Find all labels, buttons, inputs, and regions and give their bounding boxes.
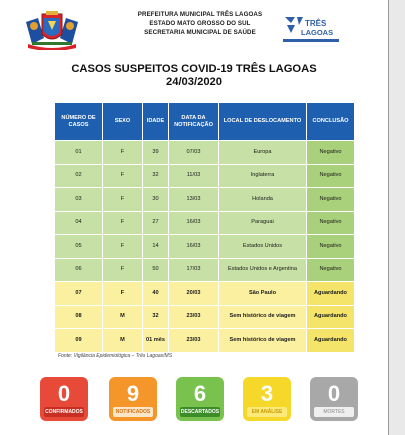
age-cell: 32 (143, 305, 169, 329)
place-cell: Europa (219, 141, 307, 165)
header-text (100, 10, 300, 37)
date-cell: 13/03 (169, 188, 219, 212)
stat-value: 3 (260, 381, 274, 406)
date-cell: 11/03 (169, 164, 219, 188)
tres-lagoas-mark (283, 13, 339, 38)
place-cell: Sem histórico de viagem (219, 329, 307, 353)
in-analysis-card (243, 377, 291, 421)
date-cell: 17/03 (169, 258, 219, 282)
col-header-sexo: SEXO (103, 103, 143, 141)
date-cell: 20/03 (169, 282, 219, 306)
case-number-cell: 02 (55, 164, 103, 188)
stat-value: 0 (57, 381, 71, 406)
header-line-1: PREFEITURA MUNICIPAL TRÊS LAGOAS (137, 11, 263, 18)
case-number-cell: 07 (55, 282, 103, 306)
table-row (55, 305, 355, 329)
age-cell: 40 (143, 282, 169, 306)
age-cell: 27 (143, 211, 169, 235)
place-cell: Sem histórico de viagem (219, 305, 307, 329)
age-cell: 14 (143, 235, 169, 259)
stat-label: MORTES (314, 407, 354, 417)
table-body (55, 141, 355, 353)
table-row (55, 329, 355, 353)
case-number-cell: 05 (55, 235, 103, 259)
viewer-background (389, 0, 405, 435)
table-row (55, 282, 355, 306)
place-cell: Estados Unidos e Argentina (219, 258, 307, 282)
conclusion-cell: Aguardando (307, 305, 355, 329)
conclusion-cell: Negativo (307, 211, 355, 235)
date-cell: 07/03 (169, 141, 219, 165)
place-cell: Estados Unidos (219, 235, 307, 259)
stat-label: DESCARTADOS (180, 409, 220, 415)
age-cell: 01 mês (143, 329, 169, 353)
stat-label: CONFIRMADOS (45, 409, 83, 415)
place-cell: Holanda (219, 188, 307, 212)
date-cell: 23/03 (169, 305, 219, 329)
source-note: Fonte: Vigilância Epidemiológica – Três Lagoas/MS (58, 353, 173, 359)
conclusion-cell: Negativo (307, 141, 355, 165)
sex-cell: F (103, 258, 143, 282)
sex-cell: F (103, 164, 143, 188)
stat-value: 0 (327, 381, 341, 406)
age-cell: 39 (143, 141, 169, 165)
sex-cell: F (103, 141, 143, 165)
date-cell: 16/03 (169, 211, 219, 235)
brand-line-2: LAGOAS (301, 28, 334, 37)
sex-cell: F (103, 235, 143, 259)
age-cell: 50 (143, 258, 169, 282)
table-row (55, 235, 355, 259)
stat-value: 6 (193, 381, 207, 406)
deaths-card (310, 377, 358, 421)
table-row (55, 211, 355, 235)
age-cell: 30 (143, 188, 169, 212)
place-cell: Inglaterra (219, 164, 307, 188)
table-row (55, 188, 355, 212)
date-cell: 16/03 (169, 235, 219, 259)
title-line-1: CASOS SUSPEITOS COVID-19 TRÊS LAGOAS (71, 63, 317, 75)
table-row (55, 258, 355, 282)
sex-cell: M (103, 305, 143, 329)
case-number-cell: 08 (55, 305, 103, 329)
sex-cell: F (103, 188, 143, 212)
brand-line-1: TRÊS (305, 19, 327, 28)
conclusion-cell: Negativo (307, 188, 355, 212)
col-header-local: LOCAL DE DESLOCAMENTO (219, 103, 307, 141)
cases-table (54, 102, 355, 353)
discarded-card (176, 377, 224, 421)
stat-label: NOTIFICADOS (113, 407, 153, 417)
place-cell: São Paulo (219, 282, 307, 306)
conclusion-cell: Negativo (307, 164, 355, 188)
col-header-numero: NÚMERO DE CASOS (55, 103, 103, 141)
brand-tagline-bar (283, 39, 339, 42)
conclusion-cell: Aguardando (307, 329, 355, 353)
case-number-cell: 09 (55, 329, 103, 353)
case-number-cell: 03 (55, 188, 103, 212)
sex-cell: M (103, 329, 143, 353)
coat-of-arms-logo (22, 8, 82, 50)
sex-cell: F (103, 211, 143, 235)
conclusion-cell: Negativo (307, 235, 355, 259)
table-row (55, 164, 355, 188)
conclusion-cell: Negativo (307, 258, 355, 282)
col-header-conclusao: CONCLUSÃO (307, 103, 355, 141)
tres-lagoas-logo (283, 13, 339, 45)
table-header-row (55, 103, 355, 141)
confirmed-card (40, 377, 88, 421)
case-number-cell: 04 (55, 211, 103, 235)
notified-card (109, 377, 157, 421)
case-number-cell: 01 (55, 141, 103, 165)
header-line-3: SECRETARIA MUNICIPAL DE SAÚDE (144, 29, 256, 36)
table-row (55, 141, 355, 165)
age-cell: 32 (143, 164, 169, 188)
page-title (0, 63, 388, 89)
stat-value: 9 (126, 381, 140, 406)
case-number-cell: 06 (55, 258, 103, 282)
title-date: 24/03/2020 (166, 76, 222, 88)
place-cell: Paraguai (219, 211, 307, 235)
col-header-data: DATA DA NOTIFICAÇÃO (169, 103, 219, 141)
col-header-idade: IDADE (143, 103, 169, 141)
stat-label: EM ANÁLISE (247, 407, 287, 417)
conclusion-cell: Aguardando (307, 282, 355, 306)
sex-cell: F (103, 282, 143, 306)
date-cell: 23/03 (169, 329, 219, 353)
header-line-2: ESTADO MATO GROSSO DO SUL (149, 20, 251, 27)
